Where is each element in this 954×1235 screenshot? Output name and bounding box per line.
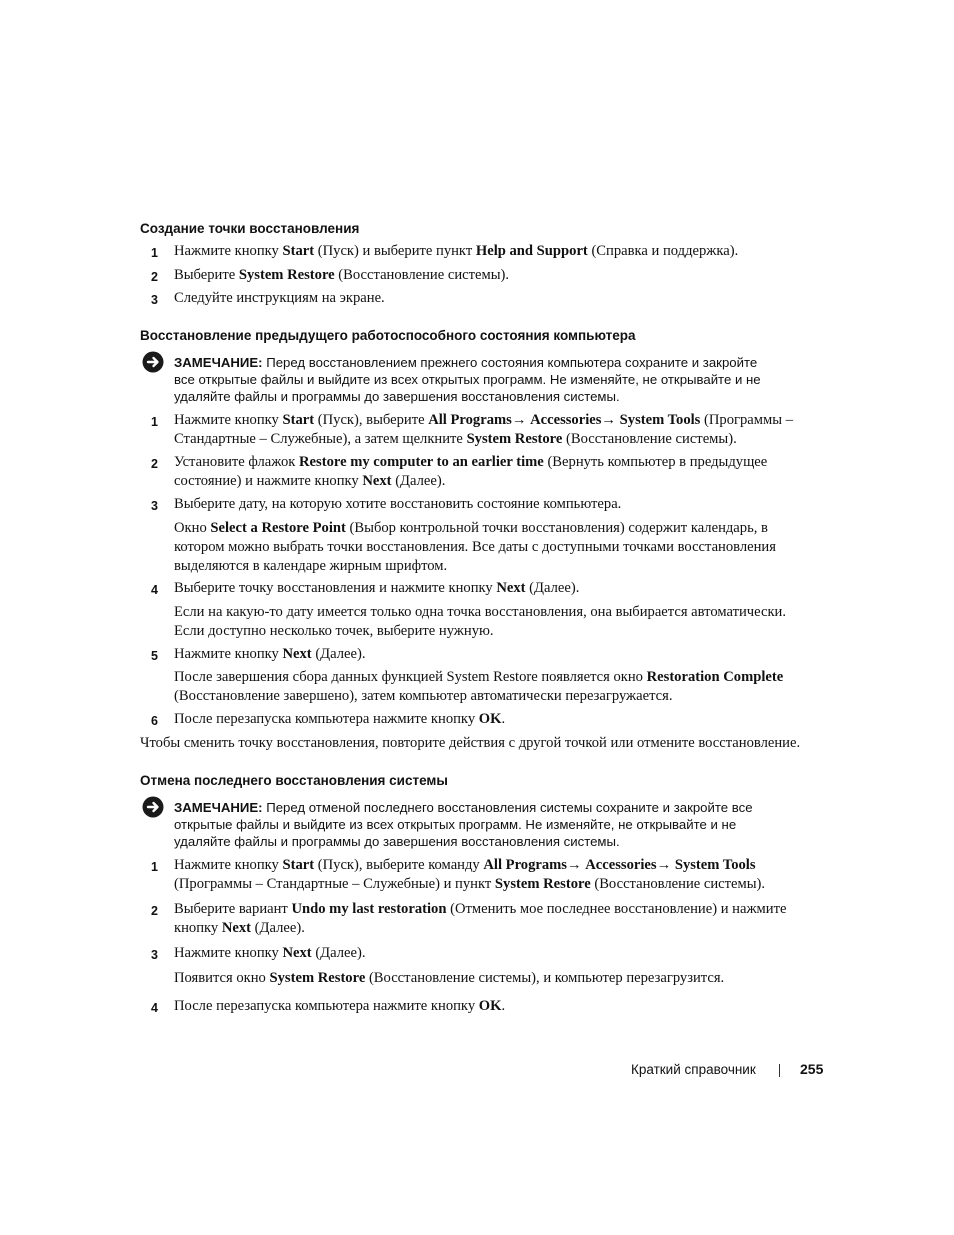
step-text: Выберите вариант Undo my last restoration (Отменить мое последнее восстановление) и нажмите кнопку Next (Далее). bbox=[174, 901, 787, 936]
step-text: Выберите дату, на которую хотите восстановить состояние компьютера. bbox=[174, 496, 622, 512]
step-text: Выберите System Restore (Восстановление системы). bbox=[174, 267, 510, 283]
step-detail-text: Если на какую-то дату имеется только одна точка восстановления, она выбирается автоматически. Если доступно несколько точек, выберите нужную. bbox=[174, 604, 787, 639]
notice-text: ЗАМЕЧАНИЕ: Перед отменой последнего восстановления системы сохраните и закройте все открытые файлы и выйдите из всех открытых программ. Не изменяйте, не открывайте и не удаляйте файлы и программы до завершения восстановления системы. bbox=[174, 800, 753, 849]
step-number: 1 bbox=[151, 860, 158, 874]
step-number: 5 bbox=[151, 649, 158, 663]
step-text: Нажмите кнопку Start (Пуск), выберите All Programs→ Accessories→ System Tools (Программы – Стандартные – Служебные), а затем щелкните System Restore (Восстановление системы). bbox=[174, 412, 793, 447]
page-number: 255 bbox=[800, 1061, 824, 1077]
notice-icon bbox=[142, 796, 164, 818]
step-text: Нажмите кнопку Next (Далее). bbox=[174, 646, 366, 662]
step-text: Нажмите кнопку Start (Пуск), выберите команду All Programs→ Accessories→ System Tools (Программы – Стандартные – Служебные) и пункт System Restore (Восстановление системы). bbox=[174, 857, 766, 892]
step-number: 6 bbox=[151, 714, 158, 728]
step-text: Следуйте инструкциям на экране. bbox=[174, 290, 385, 306]
section-heading-create-restore-point: Создание точки восстановления bbox=[140, 221, 360, 236]
step-text: Установите флажок Restore my computer to an earlier time (Вернуть компьютер в предыдущее состояние) и нажмите кнопку Next (Далее). bbox=[174, 454, 768, 489]
step-text: Нажмите кнопку Start (Пуск) и выберите пункт Help and Support (Справка и поддержка). bbox=[174, 243, 739, 259]
footer-section-title: Краткий справочник bbox=[631, 1062, 756, 1077]
step-number: 3 bbox=[151, 293, 158, 307]
step-number: 1 bbox=[151, 415, 158, 429]
step-number: 3 bbox=[151, 948, 158, 962]
step-text: После перезапуска компьютера нажмите кнопку OK. bbox=[174, 998, 506, 1014]
step-detail-text: После завершения сбора данных функцией System Restore появляется окно Restoration Complete (Восстановление завершено), затем компьютер автоматически перезагружается. bbox=[174, 669, 784, 704]
step-detail-text: Окно Select a Restore Point (Выбор контрольной точки восстановления) содержит календарь, в котором можно выбрать точки восстановления. Все даты с доступными точками восстановления выделяются в календаре жирным шрифтом. bbox=[174, 520, 776, 574]
section-heading-restore-previous-state: Восстановление предыдущего работоспособного состояния компьютера bbox=[140, 328, 636, 343]
step-number: 4 bbox=[151, 583, 158, 597]
step-detail-text: Появится окно System Restore (Восстановление системы), и компьютер перезагрузится. bbox=[174, 970, 725, 986]
step-number: 4 bbox=[151, 1001, 158, 1015]
step-text: Нажмите кнопку Next (Далее). bbox=[174, 945, 366, 961]
footer-divider bbox=[779, 1064, 780, 1077]
step-number: 3 bbox=[151, 499, 158, 513]
step-number: 1 bbox=[151, 246, 158, 260]
step-number: 2 bbox=[151, 457, 158, 471]
step-text: После перезапуска компьютера нажмите кнопку OK. bbox=[174, 711, 506, 727]
notice-icon bbox=[142, 351, 164, 373]
step-number: 2 bbox=[151, 904, 158, 918]
step-text: Выберите точку восстановления и нажмите кнопку Next (Далее). bbox=[174, 580, 580, 596]
section-heading-undo-last-restore: Отмена последнего восстановления системы bbox=[140, 773, 448, 788]
notice-text: ЗАМЕЧАНИЕ: Перед восстановлением прежнего состояния компьютера сохраните и закройте все открытые файлы и выйдите из всех открытых программ. Не изменяйте, не открывайте и не удаляйте файлы и программы до завершения восстановления системы. bbox=[174, 355, 761, 404]
step-number: 2 bbox=[151, 270, 158, 284]
closing-paragraph: Чтобы сменить точку восстановления, повторите действия с другой точкой или отмените восстановление. bbox=[140, 735, 801, 751]
